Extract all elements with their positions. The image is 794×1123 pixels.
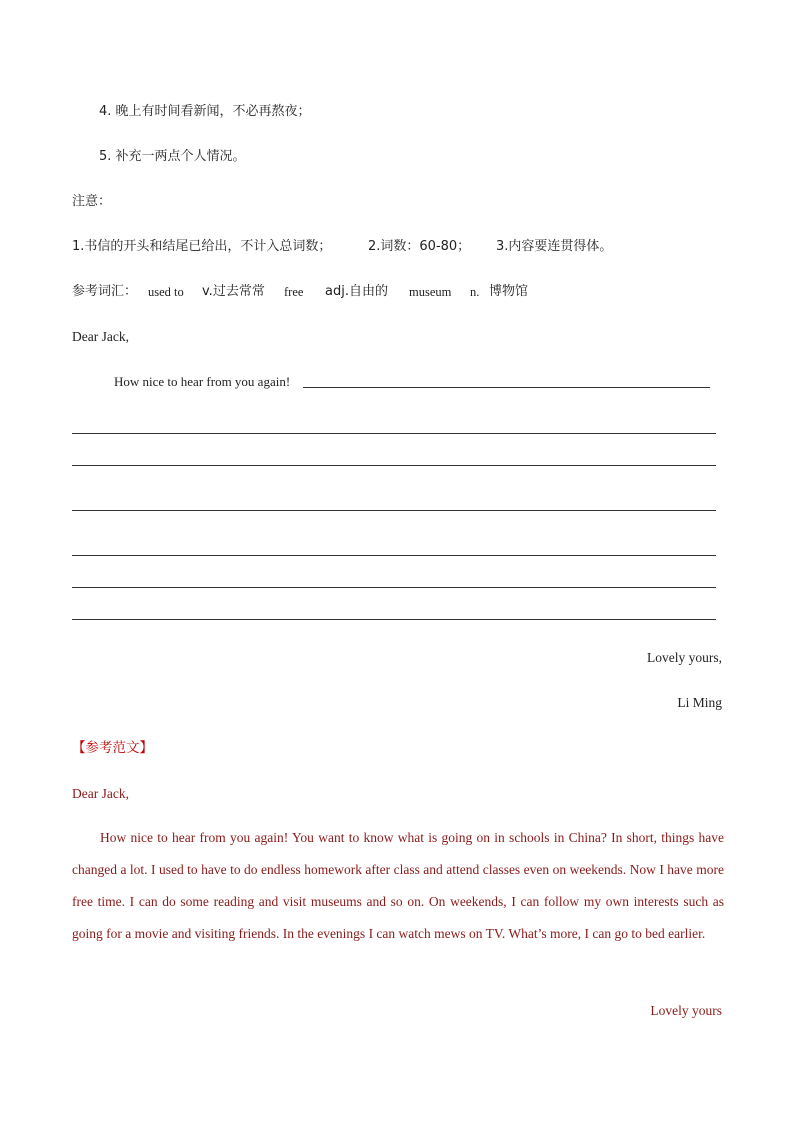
vocab-label: 参考词汇： <box>72 284 138 299</box>
answer-line-2 <box>72 433 716 434</box>
answer-line-5 <box>72 555 716 556</box>
answer-line-1 <box>303 387 710 388</box>
vocab-word-museum: museum <box>409 285 452 299</box>
vocab-def-free: adj.自由的 <box>325 284 388 299</box>
letter-opening: How nice to hear from you again! <box>114 374 291 389</box>
vocab-word-free: free <box>284 285 304 299</box>
answer-line-6 <box>72 587 716 588</box>
item-4: 4. 晚上有时间看新闻，不必再熬夜； <box>99 104 311 119</box>
letter-closing: Lovely yours, <box>647 650 722 665</box>
vocab-def-museum: 博物馆 <box>489 284 529 299</box>
answer-line-4 <box>72 510 716 511</box>
sample-salutation: Dear Jack, <box>72 786 129 801</box>
notes-rule-2: 2.词数：60-80； <box>368 239 471 254</box>
vocab-def-used-to: v.过去常常 <box>202 284 265 299</box>
letter-signature: Li Ming <box>677 695 722 710</box>
vocab-word-used-to: used to <box>148 285 184 299</box>
sample-heading: 【参考范文】 <box>72 740 153 756</box>
notes-rule-1: 1.书信的开头和结尾已给出，不计入总词数； <box>72 239 332 254</box>
notes-label: 注意： <box>72 194 112 209</box>
sample-closing: Lovely yours <box>650 1003 722 1018</box>
answer-line-3 <box>72 465 716 466</box>
answer-line-7 <box>72 619 716 620</box>
vocab-def-museum-pos: n. <box>470 285 480 299</box>
item-5: 5. 补充一两点个人情况。 <box>99 149 246 164</box>
sample-body: How nice to hear from you again! You want to know what is going on in schools in China? In short, things have changed a lot. I used to have to do endless homework after class and attend classes even on weekends. Now I have more free time. I can do some reading and visit museums and so on. On weekends, I can follow my own interests such as going for a movie and visiting friends. In the evenings I can watch mews on TV. What’s more, I can go to bed earlier. <box>72 830 724 941</box>
notes-rule-3: 3.内容要连贯得体。 <box>496 239 613 254</box>
letter-salutation: Dear Jack, <box>72 329 129 344</box>
